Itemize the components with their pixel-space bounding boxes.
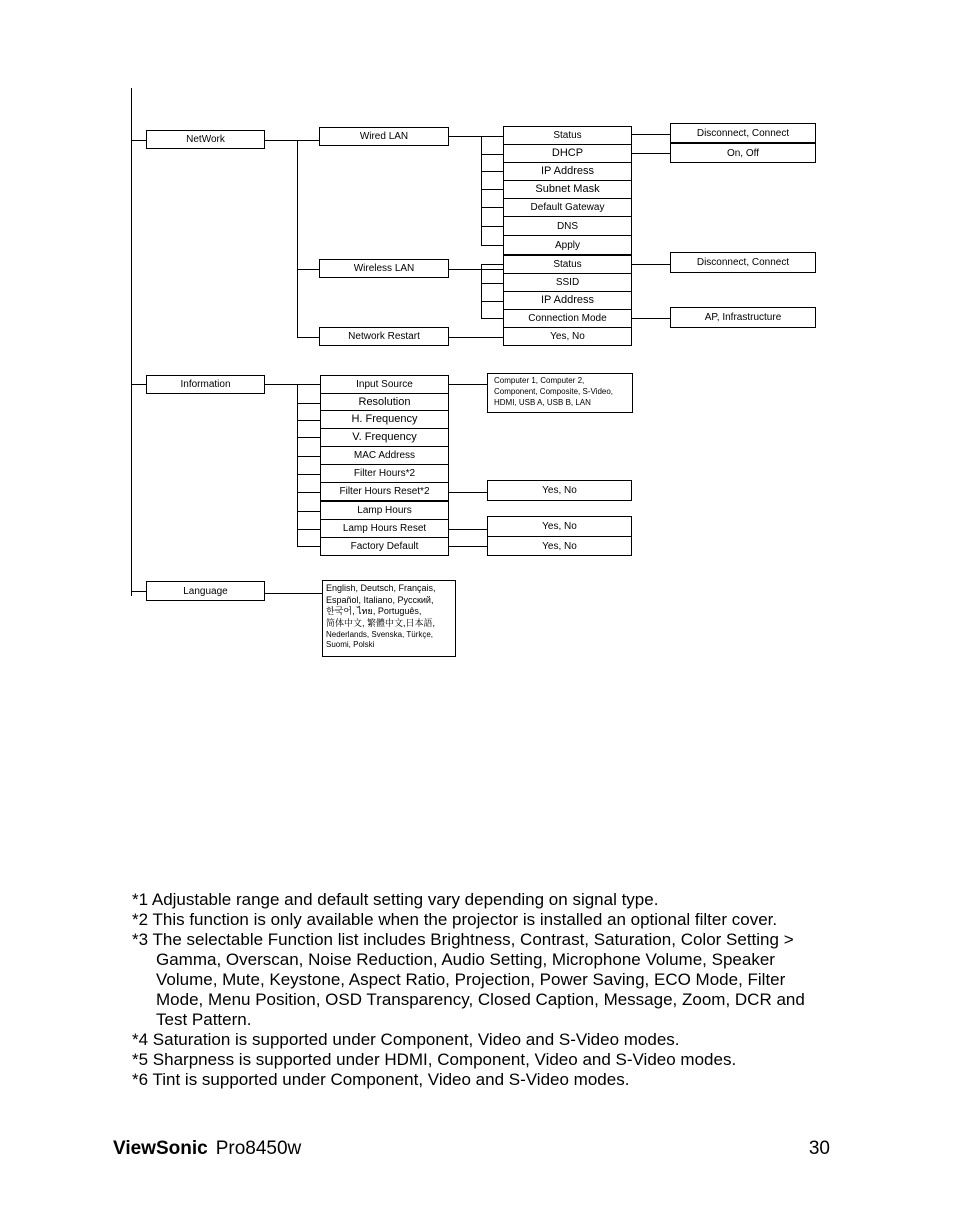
footnote: *5 Sharpness is supported under HDMI, Component, Video and S-Video modes. bbox=[132, 1050, 737, 1069]
wired-item-default-gateway: Default Gateway bbox=[503, 198, 632, 217]
wired-dhcp-options: On, Off bbox=[670, 143, 816, 163]
menu-language: Language bbox=[146, 581, 265, 601]
info-item-factory-default: Factory Default bbox=[320, 537, 449, 556]
language-options-line: Suomi, Polski bbox=[326, 640, 375, 650]
menu-network: NetWork bbox=[146, 130, 265, 149]
wireless-item-ip-address: IP Address bbox=[503, 291, 632, 310]
footnote: *4 Saturation is supported under Component, Video and S-Video modes. bbox=[132, 1030, 680, 1049]
info-item-mac-address: MAC Address bbox=[320, 446, 449, 465]
info-item-filter-hours-reset: Filter Hours Reset*2 bbox=[320, 482, 449, 501]
wired-item-dhcp: DHCP bbox=[503, 144, 632, 163]
filter-reset-options: Yes, No bbox=[487, 480, 632, 501]
wireless-item-status: Status bbox=[503, 255, 632, 274]
info-item-lamp-hours-reset: Lamp Hours Reset bbox=[320, 519, 449, 538]
info-item-filter-hours: Filter Hours*2 bbox=[320, 464, 449, 483]
wired-item-ip-address: IP Address bbox=[503, 162, 632, 181]
wired-item-apply: Apply bbox=[503, 235, 632, 255]
wired-status-options: Disconnect, Connect bbox=[670, 123, 816, 143]
wireless-mode-options: AP, Infrastructure bbox=[670, 307, 816, 328]
language-options-line: Nederlands, Svenska, Türkçe, bbox=[326, 629, 434, 639]
input-source-options-line: HDMI, USB A, USB B, LAN bbox=[494, 397, 591, 407]
language-options-line: 한국어, ไทย, Português, bbox=[326, 606, 422, 617]
restart-options: Yes, No bbox=[503, 327, 632, 346]
wireless-status-options: Disconnect, Connect bbox=[670, 252, 816, 273]
footnote: *2 This function is only available when the projector is installed an optional filter cover. bbox=[132, 910, 778, 929]
language-options-line: Español, Italiano, Русский, bbox=[326, 594, 434, 605]
submenu-network-restart: Network Restart bbox=[319, 327, 449, 346]
input-source-options-line: Computer 1, Computer 2, bbox=[494, 376, 585, 385]
factory-default-options: Yes, No bbox=[487, 536, 632, 556]
menu-information: Information bbox=[146, 375, 265, 394]
language-options bbox=[322, 580, 456, 657]
wired-item-status: Status bbox=[503, 126, 632, 145]
submenu-wired-lan: Wired LAN bbox=[319, 127, 449, 146]
input-source-options bbox=[487, 373, 633, 413]
language-options-line: 简体中文, 繁體中文,日本語, bbox=[326, 618, 436, 629]
brand-name: ViewSonic bbox=[113, 1138, 208, 1159]
info-item-h-frequency: H. Frequency bbox=[320, 410, 449, 429]
page-number: 30 bbox=[808, 1138, 830, 1159]
wireless-item-ssid: SSID bbox=[503, 273, 632, 292]
footnote: *3 The selectable Function list includes Brightness, Contrast, Saturation, Color Setting > Gamma, Overscan, Noise Reduction, Audio Setting, Microphone Volume, Speaker Volume, Mute, Keystone, Aspect Ratio, Projection, Power Saving, ECO Mode, Filter Mode, Menu Position, OSD Transparency, Closed Caption, Message, Zoom, DCR and Test Pattern. bbox=[132, 930, 805, 1029]
footnote: *6 Tint is supported under Component, Video and S-Video modes. bbox=[132, 1070, 630, 1089]
info-item-v-frequency: V. Frequency bbox=[320, 428, 449, 447]
wireless-item-connection-mode: Connection Mode bbox=[503, 309, 632, 328]
wired-item-dns: DNS bbox=[503, 216, 632, 236]
submenu-wireless-lan: Wireless LAN bbox=[319, 259, 449, 278]
footnotes bbox=[132, 890, 832, 1090]
language-options-line: English, Deutsch, Français, bbox=[326, 583, 436, 593]
footnote: *1 Adjustable range and default setting vary depending on signal type. bbox=[132, 890, 659, 909]
input-source-options-line: Component, Composite, S-Video, bbox=[494, 386, 614, 396]
info-item-input-source: Input Source bbox=[320, 375, 449, 394]
lamp-reset-options: Yes, No bbox=[487, 516, 632, 537]
wired-item-subnet-mask: Subnet Mask bbox=[503, 180, 632, 199]
info-item-resolution: Resolution bbox=[320, 393, 449, 412]
model-name: Pro8450w bbox=[215, 1138, 302, 1159]
info-item-lamp-hours: Lamp Hours bbox=[320, 501, 449, 520]
page-footer bbox=[113, 1138, 830, 1164]
